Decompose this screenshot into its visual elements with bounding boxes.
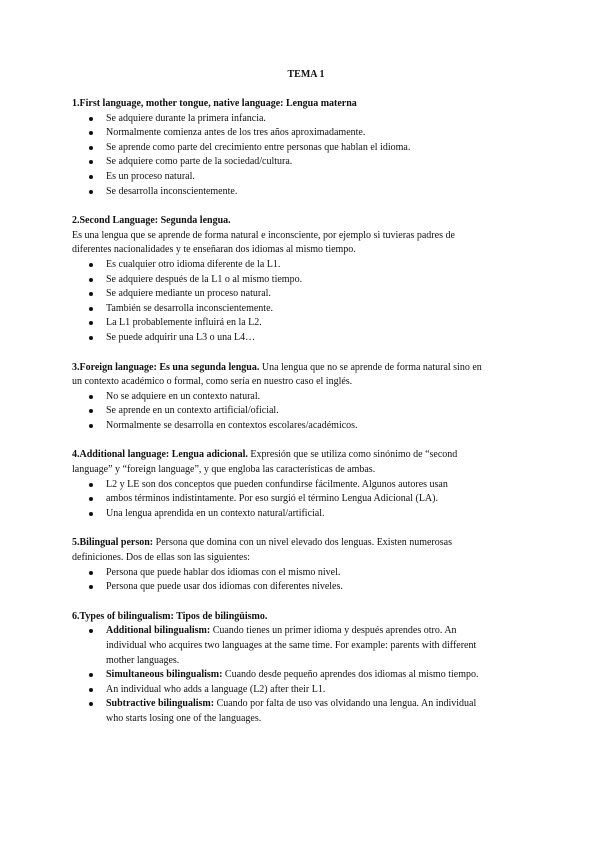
paragraph-line: definiciones. Dos de ellas son las siguientes: xyxy=(72,552,251,564)
list-item: Se adquiere como parte de la sociedad/cultura. xyxy=(72,155,540,170)
section-first-language xyxy=(72,97,540,199)
section-heading: 5.Bilingual person: xyxy=(72,537,154,549)
bullet-list xyxy=(72,624,540,726)
section-heading: 6.Types of bilingualism: Tipos de bilingüismo. xyxy=(72,610,268,622)
list-item: Persona que puede usar dos idiomas con diferentes niveles. xyxy=(72,580,540,595)
section-types-of-bilingualism xyxy=(72,610,540,727)
paragraph-text: Expresión que se utiliza como sinónimo de “second xyxy=(247,449,458,461)
term-label: Simultaneous bilingualism: xyxy=(106,669,223,681)
list-item: Normalmente se desarrolla en contextos escolares/académicos. xyxy=(72,419,540,434)
list-item: La L1 probablemente influirá en la L2. xyxy=(72,316,540,331)
section-additional-language xyxy=(72,448,540,521)
paragraph-line xyxy=(72,361,540,376)
paragraph-text: Una lengua que no se aprende de forma natural sino en xyxy=(259,361,482,373)
definition-text: Cuando por falta de uso vas olvidando una lengua. An individual xyxy=(214,698,477,710)
bullet-list xyxy=(72,112,540,200)
term-label: Additional bilingualism: xyxy=(106,625,211,637)
list-item: Se puede adquirir una L3 o una L4… xyxy=(72,331,540,346)
paragraph-line xyxy=(72,448,540,463)
term-label: Subtractive bilingualism: xyxy=(106,698,215,710)
definition-text: Cuando tienes un primer idioma y después aprendes otro. An xyxy=(210,625,457,637)
list-item: Se desarrolla inconscientemente. xyxy=(72,185,540,200)
bullet-list xyxy=(72,390,540,434)
section-heading: 1.First language, mother tongue, native language: Lengua materna xyxy=(72,98,357,109)
list-item: Se aprende como parte del crecimiento entre personas que hablan el idioma. xyxy=(72,141,540,156)
paragraph-text: Persona que domina con un nivel elevado dos lenguas. Existen numerosas xyxy=(153,537,452,549)
list-item: También se desarrolla inconscientemente. xyxy=(72,302,540,317)
paragraph-line: Es una lengua que se aprende de forma natural e inconsciente, por ejemplo si tuvieras padres de xyxy=(72,229,455,241)
list-item: L2 y LE son dos conceptos que pueden confundirse fácilmente. Algunos autores usan xyxy=(72,478,540,493)
list-item-additional-bilingualism xyxy=(72,624,540,668)
definition-text: Cuando desde pequeño aprendes dos idiomas al mismo tiempo. xyxy=(222,669,479,681)
list-item: Una lengua aprendida en un contexto natural/artificial. xyxy=(72,507,540,522)
definition-text: who starts losing one of the languages. xyxy=(106,712,262,724)
paragraph-line: language” y “foreign language”, y que engloba las características de ambas. xyxy=(72,464,376,476)
list-item: Persona que puede hablar dos idiomas con el mismo nivel. xyxy=(72,566,540,581)
section-second-language xyxy=(72,214,540,345)
page-title: TEMA 1 xyxy=(287,69,325,80)
paragraph-line: diferentes nacionalidades y te enseñaran dos idiomas al mismo tiempo. xyxy=(72,244,356,256)
list-item-simultaneous-bilingualism xyxy=(72,668,540,683)
section-heading: 3.Foreign language: Es una segunda lengua. xyxy=(72,361,260,373)
bullet-list xyxy=(72,566,540,595)
definition-text: mother languages. xyxy=(106,654,180,666)
section-bilingual-person xyxy=(72,536,540,594)
list-item: Se adquiere durante la primera infancia. xyxy=(72,112,540,127)
list-item: Se adquiere después de la L1 o al mismo tiempo. xyxy=(72,273,540,288)
section-foreign-language xyxy=(72,361,540,434)
paragraph-line: un contexto académico o formal, como sería en nuestro caso el inglés. xyxy=(72,376,353,388)
list-item: Es un proceso natural. xyxy=(72,170,540,185)
definition-text: individual who acquires two languages at the same time. For example: parents with different xyxy=(106,640,477,651)
list-item: ambos términos indistintamente. Por eso surgió el término Lengua Adicional (LA). xyxy=(72,492,540,507)
list-item: Se aprende en un contexto artificial/oficial. xyxy=(72,404,540,419)
list-item: An individual who adds a language (L2) after their L1. xyxy=(72,683,540,698)
list-item: Normalmente comienza antes de los tres años aproximadamente. xyxy=(72,126,540,141)
list-item: Es cualquier otro idioma diferente de la L1. xyxy=(72,258,540,273)
paragraph-line xyxy=(72,536,540,551)
section-heading: 4.Additional language: Lengua adicional. xyxy=(72,449,248,461)
bullet-list xyxy=(72,478,540,522)
section-heading: 2.Second Language: Segunda lengua. xyxy=(72,215,231,227)
bullet-list xyxy=(72,258,540,346)
list-item-subtractive-bilingualism xyxy=(72,697,540,726)
list-item: Se adquiere mediante un proceso natural. xyxy=(72,287,540,302)
list-item: No se adquiere en un contexto natural. xyxy=(72,390,540,405)
